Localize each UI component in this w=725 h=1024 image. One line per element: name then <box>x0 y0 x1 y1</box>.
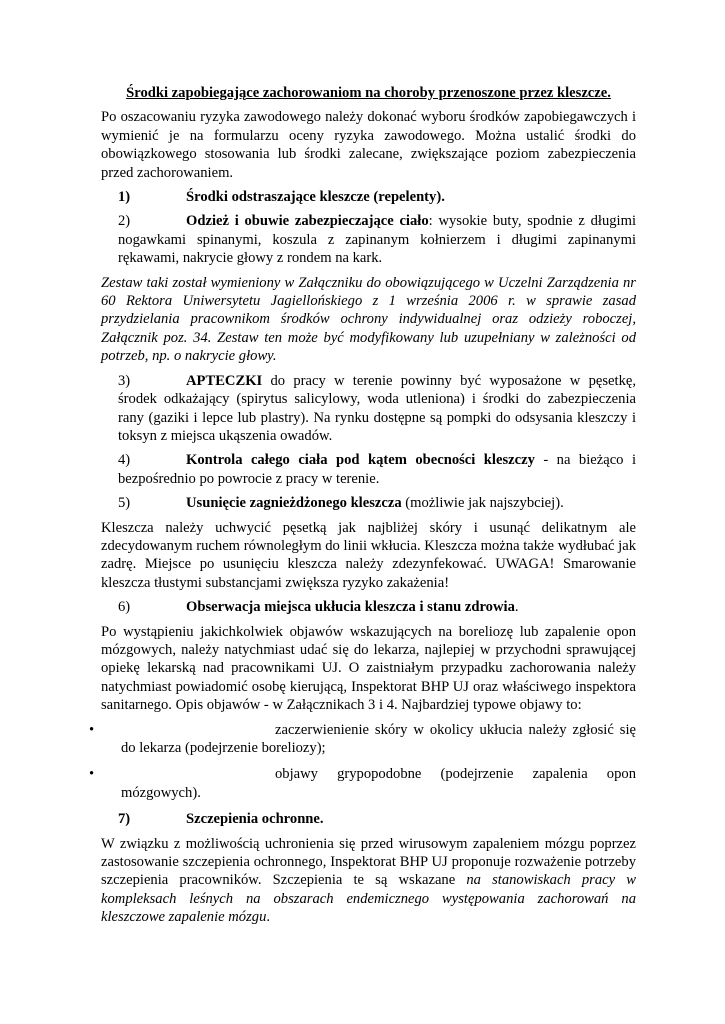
bullet-item <box>89 721 636 758</box>
item-1-heading: Środki odstraszające kleszcze (repelenty). <box>186 189 445 206</box>
intro-paragraph: Po oszacowaniu ryzyka zawodowego należy dokonać wyboru środków zapobiegawczych i wymienić je na formularzu oceny ryzyka zawodowego. Można ustalić środki do obowiązkowego stosowania lub środki zalecane, zwiększające poziom zabezpieczenia przed zachorowaniem. <box>101 109 636 181</box>
vaccination-end: . <box>266 909 271 926</box>
item-7-heading: Szczepienia ochronne. <box>186 811 324 828</box>
item-1-number: 1) <box>118 189 131 206</box>
item-3-text: do pracy w terenie powinny być wyposażone w pęsetkę, środek odkażający (spirytus salicylowy, woda utleniona) i środki do zabezpieczenia rany (gaziki i lepce lub plastry). Na rynku dostępne są pompki do odsysania kleszczy i toksyn z miejsca ukąszenia owadów. <box>118 372 636 444</box>
bullet-line <box>121 721 636 739</box>
item-7 <box>118 810 636 828</box>
vaccination-text: W związku z możliwością uchronienia się przed wirusowym zapaleniem mózgu poprzez zastosowanie szczepienia ochronnego, Inspektorat BHP UJ proponuje rozważenie potrzeby szczepienia pracowników. Szczepienia te są wskazane <box>101 835 636 889</box>
item-4-heading: Kontrola całego ciała pod kątem obecności kleszczy <box>186 452 535 469</box>
item-6-number: 6) <box>118 599 131 616</box>
item-4 <box>101 451 636 488</box>
item-2-number: 2) <box>118 213 131 230</box>
bullet-text-line2: do lekarza (podejrzenie boreliozy); <box>121 740 326 756</box>
item-2-text: : wysokie buty, spodnie z długimi nogawkami spinanymi, koszula z zapinanym kołnierzem i długimi zapinanymi rękawami, nakrycie głowy z rondem na kark. <box>118 213 636 267</box>
paragraph-vaccination <box>101 835 636 927</box>
item-5-heading: Usunięcie zagnieżdżonego kleszcza <box>186 495 402 512</box>
italic-note: Zestaw taki został wymieniony w Załączniku do obowiązującego w Uczelni Zarządzenia nr 60 Rektora Uniwersytetu Jagiellońskiego z 1 września 2006 r. w sprawie zasad przydzielania pracownikom środków ochrony indywidualnej oraz odzieży roboczej, Załącznik poz. 34. Zestaw ten może być modyfikowany lub uzupełniany w zależności od potrzeb, np. o nakrycie głowy. <box>101 274 636 365</box>
item-6 <box>118 598 636 616</box>
item-3-number: 3) <box>118 372 131 389</box>
bullet-line <box>121 765 636 783</box>
item-3-heading: APTECZKI <box>186 372 263 389</box>
item-6-heading: Obserwacja miejsca ukłucia kleszcza i stanu zdrowia <box>186 599 515 616</box>
item-4-text: - na bieżąco i bezpośrednio po powrocie z pracy w terenie. <box>118 452 636 487</box>
item-7-number: 7) <box>118 811 131 828</box>
bullet-text-line1: zaczerwienienie skóry w okolicy ukłucia należy zgłosić się <box>275 721 636 738</box>
item-3 <box>101 372 636 446</box>
item-5 <box>118 494 636 512</box>
item-6-text: . <box>514 599 519 616</box>
item-2 <box>101 212 636 267</box>
bullet-dot: • <box>89 721 95 738</box>
bullet-text-line1: objawy grypopodobne (podejrzenie zapalenia opon <box>275 766 636 783</box>
item-1 <box>118 188 636 206</box>
document-page <box>89 84 636 933</box>
bullet-text-line2: mózgowych). <box>121 784 201 801</box>
item-5-text: (możliwie jak najszybciej). <box>401 495 564 512</box>
vaccination-italic-text: na stanowiskach pracy w kompleksach leśnych na obszarach endemicznego występowania zachorowań na kleszczowe zapalenie mózgu <box>101 872 636 926</box>
document-title: Środki zapobiegające zachorowaniom na choroby przenoszone przez kleszcze. <box>126 85 611 101</box>
paragraph-symptoms: Po wystąpieniu jakichkolwiek objawów wskazujących na boreliozę lub zapalenie opon mózgowych, należy natychmiast udać się do lekarza, najlepiej w przychodni sprawującej opiekę lekarską nad pracownikami UJ. O zaistniałym przypadku zachorowania należy natychmiast powiadomić osobę kierującą, Inspektorat BHP UJ oraz właściwego inspektora sanitarnego. Opis objawów - w Załącznikach 3 i 4. Najbardziej typowe objawy to: <box>101 623 636 714</box>
bullet-item <box>89 765 636 802</box>
item-2-heading: Odzież i obuwie zabezpieczające ciało <box>186 213 429 230</box>
paragraph-tick-removal: Kleszcza należy uchwycić pęsetką jak najbliżej skóry i usunąć delikatnym ale zdecydowanym ruchem równoległym do linii wkłucia. Kleszcza można także wydłubać jak zadrę. Miejsce po usunięciu kleszcza należy zdezynfekować. UWAGA! Smarowanie kleszcza tłustymi substancjami zwiększa ryzyko zakażenia! <box>101 519 636 591</box>
item-5-number: 5) <box>118 495 131 512</box>
bullet-dot: • <box>89 766 95 783</box>
item-4-number: 4) <box>118 452 131 469</box>
